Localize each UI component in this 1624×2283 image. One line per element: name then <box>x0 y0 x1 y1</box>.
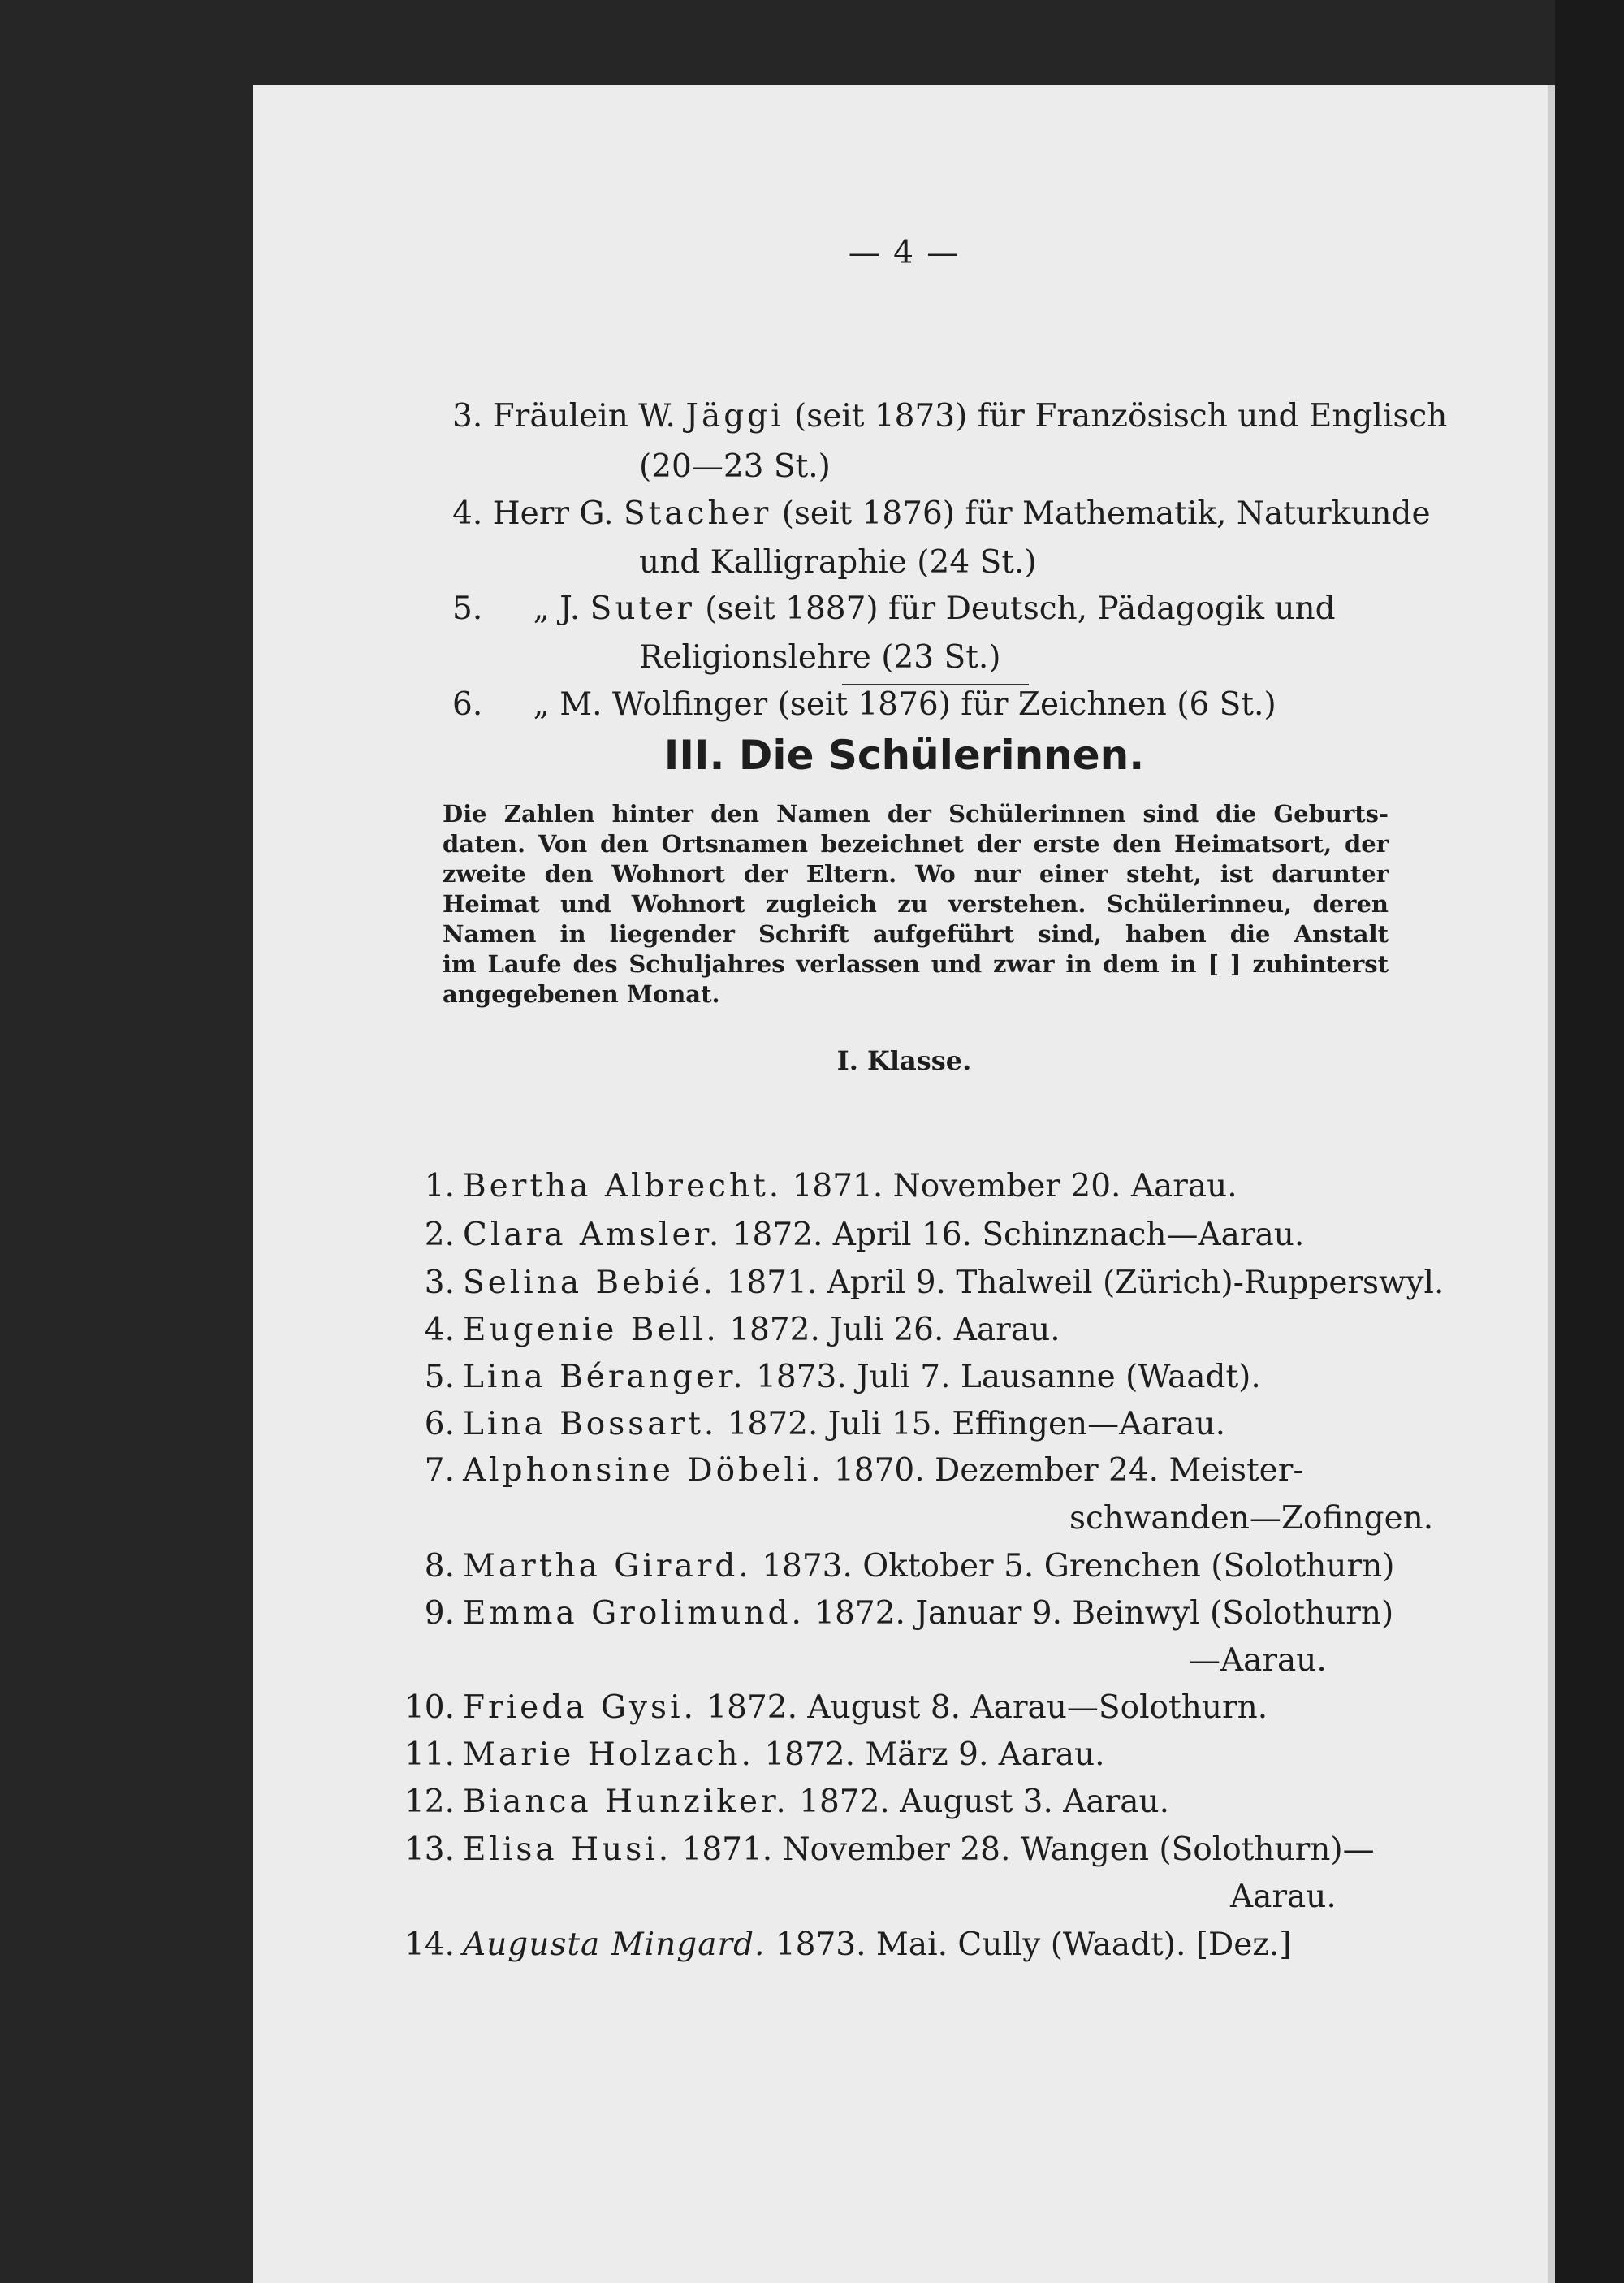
student-details: 1871. November 20. Aarau. <box>792 1168 1237 1204</box>
student-number: 11. <box>404 1736 455 1773</box>
student-name: Marie Holzach. <box>463 1736 754 1773</box>
teacher-entry <box>452 590 1336 627</box>
student-number: 2. <box>424 1217 455 1253</box>
student-name: Lina Béranger. <box>463 1359 746 1395</box>
student-details: 1871. April 9. Thalweil (Zürich)-Rupperswyl. <box>726 1265 1445 1301</box>
teacher-name: Jäggi <box>685 398 784 435</box>
teacher-details: (seit 1876) für Mathematik, Naturkunde <box>781 495 1431 532</box>
student-name: Clara Amsler. <box>463 1217 723 1253</box>
student-name: Bianca Hunziker. <box>463 1784 789 1820</box>
teacher-continuation: Religionslehre (23 St.) <box>639 639 1001 676</box>
student-number: 8. <box>424 1548 455 1585</box>
student-name: Elisa Husi. <box>463 1831 672 1868</box>
teacher-continuation: (20—23 St.) <box>639 448 831 485</box>
student-name: Eugenie Bell. <box>463 1312 719 1348</box>
student-entry <box>391 1408 1225 1440</box>
student-entry <box>391 1314 1060 1346</box>
student-number: 3. <box>424 1265 455 1301</box>
student-entry <box>391 1831 1375 1868</box>
teacher-name: Wolfinger <box>611 686 768 723</box>
student-entry <box>391 1595 1394 1632</box>
student-number: 13. <box>404 1831 455 1868</box>
teacher-continuation: und Kalligraphie (24 St.) <box>639 544 1037 581</box>
student-name: Frieda Gysi. <box>463 1689 697 1726</box>
student-entry <box>391 1689 1268 1726</box>
intro-line: Heimat und Wohnort zugleich zu verstehen. Schülerinneu, deren <box>443 890 1389 918</box>
student-details: 1872. August 3. Aarau. <box>799 1784 1170 1820</box>
student-continuation: schwanden—Zofingen. <box>1069 1500 1434 1537</box>
student-details: 1871. November 28. Wangen (Solothurn)— <box>681 1831 1375 1868</box>
student-number: 7. <box>424 1452 455 1489</box>
student-details: 1872. August 8. Aarau—Solothurn. <box>706 1689 1268 1726</box>
intro-line: Namen in liegender Schrift aufgeführt sind, haben die Anstalt <box>443 920 1389 948</box>
teacher-name: Stacher <box>623 495 772 532</box>
student-name: Emma Grolimund. <box>463 1595 805 1632</box>
teacher-title: Fräulein W. <box>492 398 676 435</box>
student-continuation: —Aarau. <box>1189 1642 1327 1679</box>
student-number: 10. <box>404 1689 455 1726</box>
intro-line: im Laufe des Schuljahres verlassen und zwar in dem in [ ] zuhinterst <box>443 950 1389 978</box>
student-entry <box>391 1267 1444 1299</box>
student-name: Bertha Albrecht. <box>463 1168 783 1204</box>
student-entry <box>391 1786 1169 1818</box>
teacher-details: (seit 1887) für Deutsch, Pädagogik und <box>705 590 1336 627</box>
student-entry <box>391 1736 1105 1773</box>
teacher-number: 4. <box>452 495 483 532</box>
intro-line: angegebenen Monat. <box>443 980 720 1008</box>
student-name: Alphonsine Döbeli. <box>463 1452 824 1489</box>
teacher-details: (seit 1876) für Zeichnen (6 St.) <box>777 686 1276 723</box>
teacher-details: (seit 1873) für Französisch und Englisch <box>794 398 1448 435</box>
student-entry <box>391 1452 1304 1489</box>
student-details: 1872. Juli 26. Aarau. <box>729 1312 1060 1348</box>
student-entry <box>391 1219 1304 1251</box>
student-name: Selina Bebié. <box>463 1265 717 1301</box>
intro-line: zweite den Wohnort der Eltern. Wo nur einer steht, ist darunter <box>443 860 1389 888</box>
teacher-name: Suter <box>590 590 695 627</box>
book-page <box>253 85 1555 2283</box>
class-title: I. Klasse. <box>836 1045 972 1076</box>
student-details: 1870. Dezember 24. Meister- <box>833 1452 1304 1489</box>
scan-background-right <box>1555 0 1624 2283</box>
student-details: 1873. Juli 7. Lausanne (Waadt). <box>756 1359 1261 1395</box>
student-number: 12. <box>404 1784 455 1820</box>
student-entry <box>391 1170 1237 1202</box>
page-edge <box>1548 85 1555 2283</box>
teacher-number: 6. <box>452 686 483 723</box>
student-details: 1873. Oktober 5. Grenchen (Solothurn) <box>762 1548 1395 1585</box>
student-entry <box>391 1548 1395 1585</box>
teacher-title: Herr G. <box>492 495 614 532</box>
teacher-entry <box>452 398 1448 435</box>
student-details: 1872. April 16. Schinznach—Aarau. <box>732 1217 1305 1253</box>
intro-line: Die Zahlen hinter den Namen der Schülerinnen sind die Geburts- <box>443 800 1389 828</box>
student-number: 4. <box>424 1312 455 1348</box>
student-name: Lina Bossart. <box>463 1406 718 1442</box>
student-details: 1873. Mai. Cully (Waadt). [Dez.] <box>775 1926 1292 1963</box>
student-number: 6. <box>424 1406 455 1442</box>
student-number: 14. <box>404 1926 455 1963</box>
page-number: — 4 — <box>848 235 961 271</box>
student-entry <box>391 1361 1261 1393</box>
teacher-entry <box>452 495 1431 532</box>
student-details: 1872. Januar 9. Beinwyl (Solothurn) <box>814 1595 1394 1632</box>
intro-line: daten. Von den Ortsnamen bezeichnet der erste den Heimatsort, der <box>443 830 1389 858</box>
student-entry <box>391 1926 1292 1963</box>
student-name: Augusta Mingard. <box>463 1926 766 1963</box>
section-divider <box>842 684 1029 685</box>
teacher-title: „ J. <box>533 590 581 627</box>
section-title: III. Die Schülerinnen. <box>663 732 1145 779</box>
student-number: 1. <box>424 1168 455 1204</box>
student-number: 9. <box>424 1595 455 1632</box>
student-details: 1872. März 9. Aarau. <box>764 1736 1105 1773</box>
teacher-number: 3. <box>452 398 483 435</box>
student-number: 5. <box>424 1359 455 1395</box>
teacher-entry <box>452 686 1276 723</box>
student-details: 1872. Juli 15. Effingen—Aarau. <box>727 1406 1226 1442</box>
teacher-number: 5. <box>452 590 483 627</box>
student-continuation: Aarau. <box>1230 1879 1337 1915</box>
student-name: Martha Girard. <box>463 1548 752 1585</box>
teacher-title: „ M. <box>533 686 603 723</box>
